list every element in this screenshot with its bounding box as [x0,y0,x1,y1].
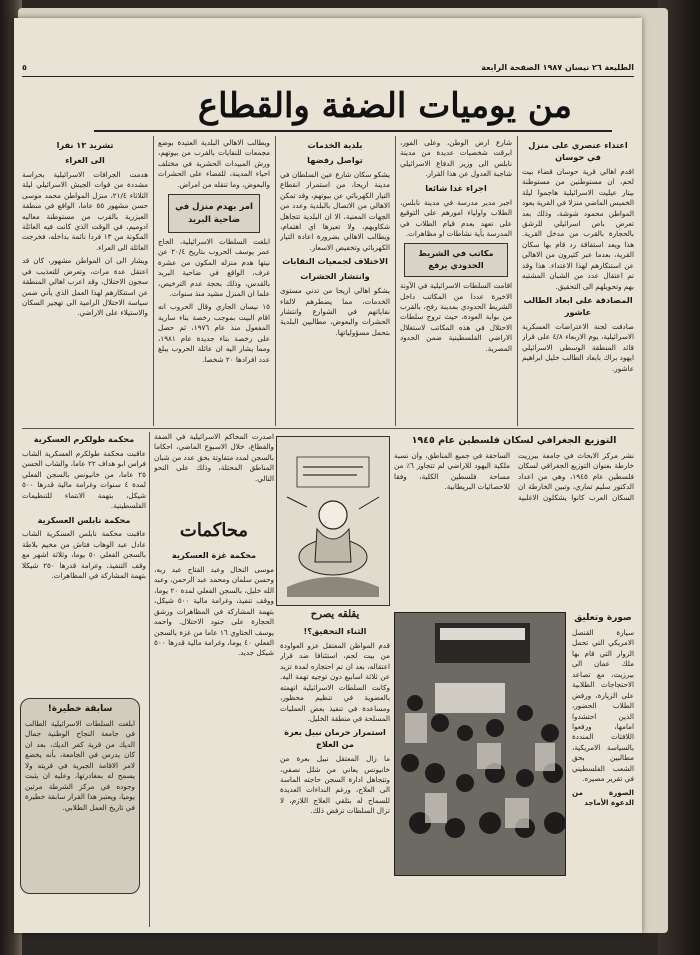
body-eviction: هدمت الجرافات الاسرائيلية بحراسة مشددة من قوات الجيش الاسرائيلي ليلة الثلاثاء ٢١/٤، منزل المواطن محمد موسى حسن مشهور ٥٥ عاما، الواقع في منطقة العيزرية بالقرب من مستوطنة معاليه ادوميم، في الوقت الذي كانت فيه العائلة المكونة من ١٣ فردا نائمة بداخله، فخرجت العائلة الى العراء. [22,169,148,252]
headline-school: اجراء غدا شائعا [425,182,487,193]
subhead-services: تواصل رفضها [307,154,363,165]
headline-services: بلدية الخدمات [307,140,363,150]
headline-tulkarm-court: محكمة طولكرم العسكرية [33,434,135,444]
body-demolition: ابلغت السلطات الاسرائيلية، الحاج عمر يوسف الحروب بتاريخ ٢٠/٤ عن نيتها هدم منزله المكون من عشرة غرف، الواقع في ضاحية البريد بالقدس، وذلك بحجة عدم الترخيص، علما ان المنزل مشيد منذ سنوات. [158,236,270,298]
article-trials-intro [154,432,274,516]
headline-nablus-court: محكمة نابلس العسكرية [37,514,131,525]
cartoon-caption: يقلقه يصرح [310,609,360,620]
crowd-photo-image [395,613,565,875]
body-trials-intro: اصدرت المحاكم الاسرائيلية في الضفة والقطاع، خلال الاسبوع الماضي، احكاما بالسجن لمدد متفاوتة بحق عدد من شبان المناطق المحتلة، وذلك على النحو التالي. [154,432,274,483]
masthead [94,80,612,132]
body-nablus: شارع ارض الوطن، وعلى الفور، ابرقت شخصيات عديدة من مدينة نابلس الى وزير الدفاع الاسرائيلي شاجبة العدول عن هذا القرار. [400,138,512,179]
body-distribution: نشر مركز الابحاث في جامعة بيرزيت خارطة بعنوان التوزيع الجغرافي لسكان فلسطين عام ١٩٤٥، وهي من اعداد الدكتور سليم تماري، وتبين الخارطة ان السكان العرب كانوا يشكلون الاغلبية الساحقة في جميع المناطق، وان نسبة ملكية اليهود للاراضي لم تتجاوز ٦٪ من مساحة فلسطين الكلية، وفقا للاحصائيات البريطانية. [394,450,634,502]
issue-line: الطليعة ٢٦ نيسان ١٩٨٧ الصفحة الرابعة [481,63,634,72]
trials-title: محاكمات [179,520,249,541]
box-demolition: امر بهدم منزل في ضاحية البريد [168,194,260,233]
article-hawsan [522,138,634,423]
column-divider [275,136,276,426]
warning-body: ابلغت السلطات الاسرائيلية الطالب في جامعة النجاح الوطنية جمال الديك من قرية كفر الديك، بعد ان كان يدرس في الجامعة، بأنه يخضع لامر الاقامة الجبرية في قريته ولا يسمح له بمغادرتها، وعليه ان يثبت وجوده في مركز الشرطة مرتين يوميا، ويعتبر هذا القرار سابقة خطيرة في تاريخ العمل الطلابي. [25,719,135,812]
column-divider [395,136,396,426]
subhead-eviction: الى العراء [65,154,105,165]
headline-hawsan: اعتداء عنصري على منزل في حوسان [528,140,628,162]
article-eviction [22,138,148,423]
warning-box [20,698,140,894]
box-border-offices: مكاتب في الشريط الحدودي يرفع [404,243,508,277]
article-gaza-court [154,548,274,928]
body-services: يشكو سكان شارع عين السلطان في مدينة اريحا، من استمرار انقطاع التيار الكهربائي عن بيوتهم، وقد تمكن الاهالي من الاتصال بالبلدية وعدد من الجهات المعنية، الا ان البلدية تتجاهل شكاويهم، ولا تعيرها اي اهتمام، ويطالب الاهالي بضرورة اعادة التيار الكهربائي وتخفيض الاسعار. [280,169,390,252]
column-divider [153,136,154,426]
cartoon-drawing [277,437,389,605]
body-hawsan: اقدم اهالي قرية حوسان قضاء بيت لحم، ان مستوطنين من مستوطنة بيتار عيليت الاسرائيلية هاجموا ليلة الخميس الماضي منزلا في القرية يعود المواطن محمود شوشة، وذلك بعد تعرض باص اسرائيلي للرشق بالحجارة بالقرب من مدخل القرية. هذا ويعد استفاقة رد قام بها سكان القرية، بعدما عبر كثيرون من الاهالي عن استنكارهم لهذا الاعتداء. هذا وقد تم اعتقال عدد من الشبان المشتبه بهم وتحويلهم الى التحقيق. [522,166,634,291]
photo-credit: الصورة من الدعوة الأماجد [572,787,634,808]
column-number: ٥ [22,63,27,72]
body-insects: يشكو اهالي اريحا من تدني مستوى الخدمات، مما يضطرهم لالقاء نفاياتهم في الشوارع وانتشار الحشرات والبعوض، مطالبين البلدية بتحمل مسؤولياتها. [280,286,390,337]
body-demolition-2: ١٥ نيسان الجاري وقال الحروب انه اقام البيت بموجب رخصة بناء سارية المفعول منذ عام ١٩٧٦، ثم حصل على رخصة بناء جديدة عام ١٩٨١، ومما يشار اليه ان عائلة الحروب يبلغ عدد افرادها ٢٠ شخصا. [158,302,270,364]
warning-title: سابقة خطيرة! [47,704,113,714]
column-divider [149,432,150,927]
article-nablus [400,138,512,423]
headline-baara: استمرار حرمان نبيل بعرة من العلاج [284,727,386,750]
headline-ashour: المصادقة على ابعاد الطالب عاشور [523,295,633,317]
body-rafah: اقامت السلطات الاسرائيلية في الآونة الاخيرة عددا من المكاتب داخل الشريط الحدودي بمدينة رفح، بالقرب من بوابة العودة، حيث تروج سلطات الاحتلال في هذه المكاتب لاستغلال الاراضي الفلسطينية ضمن الحدود المصرية. [400,281,512,353]
column-divider [517,136,518,426]
article-distribution [394,432,634,607]
body-ashour: صادقت لجنة الاعتراضات العسكرية الاسرائيلية، يوم الاربعاء ٤/٨ على قرار قائد المنطقة الوسطى الاسرائيلي ايهود براك بابعاد الطالب خليل ابراهيم عاشور. [522,321,634,373]
photo-comment-title: صورة وتعليق [574,613,632,623]
section-divider [22,428,634,429]
article-jericho [280,138,390,423]
newspaper-page [14,18,642,933]
headline-gaza-court: محكمة غزة العسكرية [171,550,257,560]
headline-unions: الاختلاف لجمعيات النقابات [282,256,388,267]
article-courts [22,432,146,694]
body-investigation: قدم المواطن المعتقل عزو العواودة من بيت لحم، استئنافا ضد قرار اعتقاله، بعد ان تم احتجازه لمدة تزيد عن ثلاثة اسابيع دون توجيه تهمة اليه. وكانت السلطات الاسرائيلية اتهمته بالعضوية في تنظيم محظور، ومساعدة في تنفيذ بعض العمليات المسلحة في منطقة الخليل. [280,640,390,723]
masthead-title: من يوميات الضفة والقطاع [197,86,572,126]
body-nablus-court: عاقبت محكمة نابلس العسكرية الشاب عادل عبد الوهاب فتاش من مخيم بلاطة بالسجن الفعلي ٥٠ يوما، وثلاثة اشهر مع وقف التنفيذ، وغرامة قدرها ٢٥٠ شيكلا بتهمة المشاركة في المظاهرات. [22,529,146,581]
body-gaza-court: موسى النخال وعبد الفتاح عبد ربه، وحسن سلمان ومحمد عبد الرحمن، وعبد الله خليل، بالسجن الفعلي لمدة ٢٠ يوما، ووقف تنفيذ، وغرامة مالية ٥٠٠ شيكل، بتهمة المشاركة في المظاهرات ورشق الحجارة على جنود الاحتلال. واحمد يوسف الحتاوي ١٦ عاما من غزة بالسجن الفعلي ٤٠ يوما، وغرامة مالية قدرها ٥٠٠ شيكل جديد. [154,564,274,658]
body-baara: ما زال المعتقل نبيل بعرة من خانيونس يعاني من شلل نصفي، وتتجاهل ادارة السجن حاجته الماسة الى العلاج، ورغم النداءات العديدة للسماح له بتلقي العلاج اللازم، لا تزال السلطات ترفض ذلك. [280,754,390,816]
article-investigation [280,624,390,924]
body-eviction-2: ويشار الى ان المواطن مشهور، كان قد اعتقل عدة مرات، وتعرض للتعذيب في سجون الاحتلال، وقد اعرب اهالي المنطقة عن استنكارهم لهذا العمل الذي يأتي ضمن سياسة الاحتلال الرامية الى تهجير السكان والاستيلاء على الاراضي. [22,256,148,318]
body-school: اجبر مدير مدرسة في مدينة نابلس، الطلاب واولياء امورهم على التوقيع على تعهد بعدم قيام الطلاب في المدرسة بأية نشاطات او مظاهرات. [400,197,512,238]
photo-comment-body: سيارة القنصل الامريكي التي تحمل الزوار التي قام بها ملك عمان الى بيرزيت، مع تصاعد الاحتجاجات الطلابية على الزيارة، ورفض الطلاب الحضور، الذين احتشدوا امامها، ورفعوا اللافتات المنددة بالسياسة الامريكية، مطالبين بحق الشعب الفلسطيني في تقرير مصيره. [572,628,634,784]
headline-distribution: التوزيع الجغرافي لسكان فلسطين عام ١٩٤٥ [411,435,617,446]
headline-investigation: الثناء التحقيق؟! [303,626,367,636]
crowd-photo [394,612,566,876]
body-demolition-intro: ويطالب الاهالي البلدية العتيدة بوضع مجمعات للنفايات بالقرب من بيوتهم، ورش المبيدات الحشرية في مختلف احياء المدينة، للقضاء على الحشرات والبعوض، وما تنقله من امراض. [158,138,270,189]
photo-comment-text [572,610,634,928]
page-header [22,62,634,77]
body-tulkarm-court: عاقبت محكمة طولكرم العسكرية الشاب فراس ابو هداف ٢٢ عاما، والشاب الحسن ٢٥ عاما، من خانيونس بالسجن الفعلي لمدة ٤ سنوات وغرامة مالية قدرها ٥٠٠ شيكل، بتهمة الانتماء للتنظيمات الفلسطينية. [22,448,146,511]
cartoon [276,436,390,606]
article-demolition-order [158,138,270,423]
subhead-insects: وانتشار الحشرات [300,271,370,282]
headline-eviction: تشريد ١٣ نفرا [56,140,114,150]
